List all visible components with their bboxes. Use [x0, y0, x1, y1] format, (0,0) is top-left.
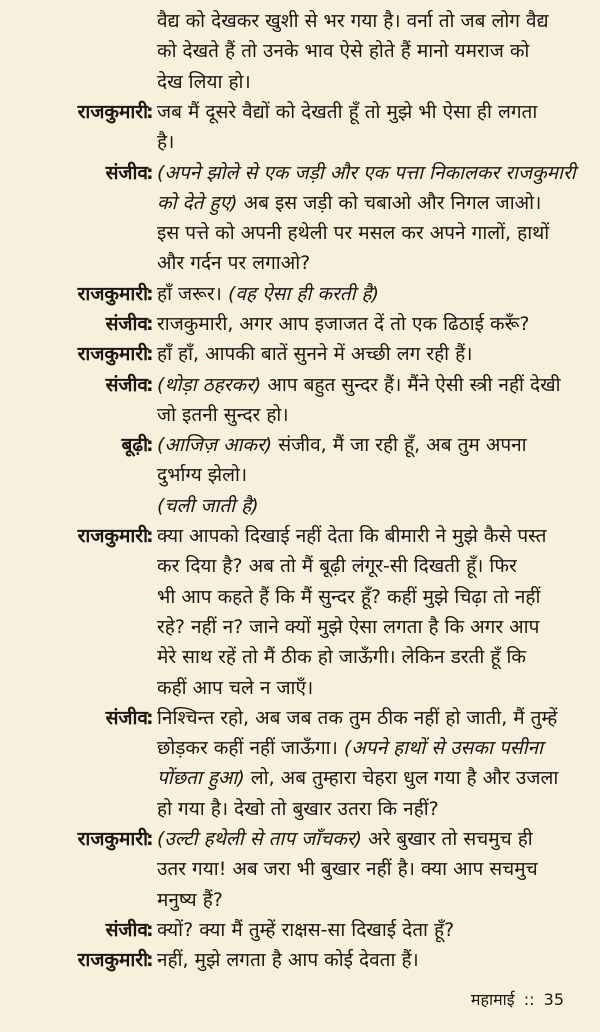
speech-text: दुर्भाग्य झेलो।	[157, 464, 248, 487]
speech-text: अरे बुखार तो सचमुच ही	[362, 828, 533, 851]
speaker-colon: :	[146, 161, 154, 184]
speech-text: आप बहुत सुन्दर हैं। मैंने ऐसी स्त्री नहीं देखी	[261, 373, 561, 396]
speech-line	[157, 127, 585, 157]
speech-text: इस पत्ते को अपनी हथेली पर मसल कर अपने गालों, हाथों	[157, 222, 550, 245]
speech-line	[157, 945, 585, 975]
speaker-colon: :	[146, 919, 154, 941]
book-title: महामाई	[470, 990, 515, 1009]
stage-direction: (अपने झोले से एक जड़ी और एक पत्ता निकालकर राजकुमारी	[157, 161, 576, 184]
speech-line	[157, 521, 585, 551]
speaker-colon: :	[146, 313, 154, 335]
stage-direction: को देते हुए)	[157, 191, 238, 214]
speech-line	[157, 460, 585, 490]
speech-line	[157, 824, 585, 854]
speech-text: लो, अब तुम्हारा चेहरा धुल गया है और उजला	[244, 767, 559, 790]
speaker-colon: :	[146, 949, 154, 972]
stage-direction: (आजिज़ आकर)	[157, 434, 273, 457]
speech-line	[157, 703, 585, 733]
speech-text: हो गया है। देखो तो बुखार उतरा कि नहीं?	[157, 797, 439, 820]
speaker-name: राजकुमारी	[77, 343, 148, 366]
speech-line	[157, 763, 585, 793]
speaker-name: संजीव	[105, 161, 148, 184]
speech-line	[157, 673, 585, 703]
speaker-name: बूढ़ी	[121, 434, 148, 457]
speech-line	[157, 854, 585, 884]
speaker-colon: :	[146, 343, 154, 366]
stage-direction: पोंछता हुआ)	[157, 767, 245, 790]
speech-line	[157, 97, 585, 127]
speech-text: जो इतनी सुन्दर हो।	[157, 403, 289, 426]
page-number: 35	[543, 990, 564, 1009]
speech-text: मेरे साथ रहें तो मैं ठीक हो जाऊँगी। लेकिन डरती हूँ कि	[157, 646, 526, 669]
speech-text: नहीं, मुझे लगता है आप कोई देवता हैं।	[157, 949, 419, 972]
speech-text: क्यों? क्या मैं तुम्हें राक्षस-सा दिखाई देता हूँ?	[157, 919, 455, 941]
stage-direction: (अपने हाथों से उसका पसीना	[343, 737, 543, 760]
speech-text: कहीं आप चले न जाएँ।	[157, 676, 314, 699]
speaker-colon: :	[146, 434, 154, 457]
stage-direction: (चली जाती है)	[157, 494, 259, 517]
speech-text: राजकुमारी, अगर आप इजाजत दें तो एक ढिठाई करूँ?	[157, 313, 530, 335]
speaker-name: राजकुमारी	[77, 282, 148, 305]
speech-line	[157, 370, 585, 400]
speech-line	[157, 915, 585, 945]
speech-line	[157, 794, 585, 824]
speech-text: हाँ हाँ, आपकी बातें सुनने में अच्छी लग रही हैं।	[157, 343, 473, 366]
speaker-colon: :	[146, 828, 154, 851]
speaker-name: राजकुमारी	[77, 828, 148, 851]
speech-text: हाँ जरूर।	[157, 282, 228, 305]
text-line: को देखते हैं तो उनके भाव ऐसे होते हैं मानो यमराज को	[157, 40, 530, 63]
speech-text: संजीव, मैं जा रही हूँ, अब तुम अपना	[272, 434, 527, 457]
speaker-colon: :	[146, 525, 154, 548]
speaker-colon: :	[146, 373, 154, 396]
speech-text: और गर्दन पर लगाओ?	[157, 252, 311, 275]
speaker-name: संजीव	[105, 919, 148, 941]
speech-line	[157, 188, 585, 218]
speech-text: मनुष्य हैं?	[157, 888, 223, 911]
speaker-name: संजीव	[105, 313, 148, 335]
speaker-name: राजकुमारी	[77, 949, 148, 972]
speaker-name: संजीव	[105, 373, 148, 396]
speech-text: कर दिया है? अब तो मैं बूढ़ी लंगूर-सी दिखती हूँ। फिर	[157, 555, 517, 578]
speech-line	[157, 400, 585, 430]
speech-text: जब मैं दूसरे वैद्यों को देखती हूँ तो मुझे भी ऐसा ही लगता	[157, 100, 538, 123]
speech-text: भी आप कहते हैं कि मैं सुन्दर हूँ? कहीं मुझे चिढ़ा तो नहीं	[157, 585, 541, 608]
speech-text: उतर गया! अब जरा भी बुखार नहीं है। क्या आप सचमुच	[157, 858, 538, 881]
speech-line	[157, 279, 585, 309]
speech-line	[157, 491, 585, 521]
speech-line	[157, 248, 585, 278]
speech-line	[157, 551, 585, 581]
speech-text: अब इस जड़ी को चबाओ और निगल जाओ।	[237, 191, 542, 214]
speaker-name: राजकुमारी	[77, 525, 148, 548]
speaker-colon: :	[146, 706, 154, 729]
speaker-name: संजीव	[105, 706, 148, 729]
speech-text: रहे? नहीं न? जाने क्यों मुझे ऐसा लगता है कि अगर आप	[157, 615, 540, 638]
speech-text: छोड़कर कहीं नहीं जाऊँगा।	[157, 737, 344, 760]
speech-line	[157, 582, 585, 612]
speech-line	[157, 339, 585, 369]
speech-line	[157, 309, 585, 339]
stage-direction: (उल्टी हथेली से ताप जाँचकर)	[157, 828, 363, 851]
stage-direction: (थोड़ा ठहरकर)	[157, 373, 262, 396]
speech-line	[157, 885, 585, 915]
speech-line	[157, 430, 585, 460]
speaker-colon: :	[146, 100, 154, 123]
speech-line	[157, 612, 585, 642]
stage-direction: (वह ऐसा ही करती है)	[227, 282, 380, 305]
text-line: वैद्य को देखकर खुशी से भर गया है। वर्ना तो जब लोग वैद्य	[157, 10, 549, 32]
speech-line	[157, 158, 585, 188]
speech-text: निश्चिन्त रहो, अब जब तक तुम ठीक नहीं हो जाती, मैं तुम्हें	[157, 706, 558, 729]
speech-line	[157, 733, 585, 763]
speaker-colon: :	[146, 282, 154, 305]
speech-line	[157, 642, 585, 672]
speech-text: है।	[157, 131, 175, 154]
speech-line	[157, 218, 585, 248]
page-footer	[471, 988, 564, 1012]
speaker-name: राजकुमारी	[77, 100, 148, 123]
text-line: देख लिया हो।	[157, 70, 251, 93]
speech-text: क्या आपको दिखाई नहीं देता कि बीमारी ने मुझे कैसे पस्त	[157, 525, 547, 548]
footer-separator: ::	[523, 990, 535, 1009]
